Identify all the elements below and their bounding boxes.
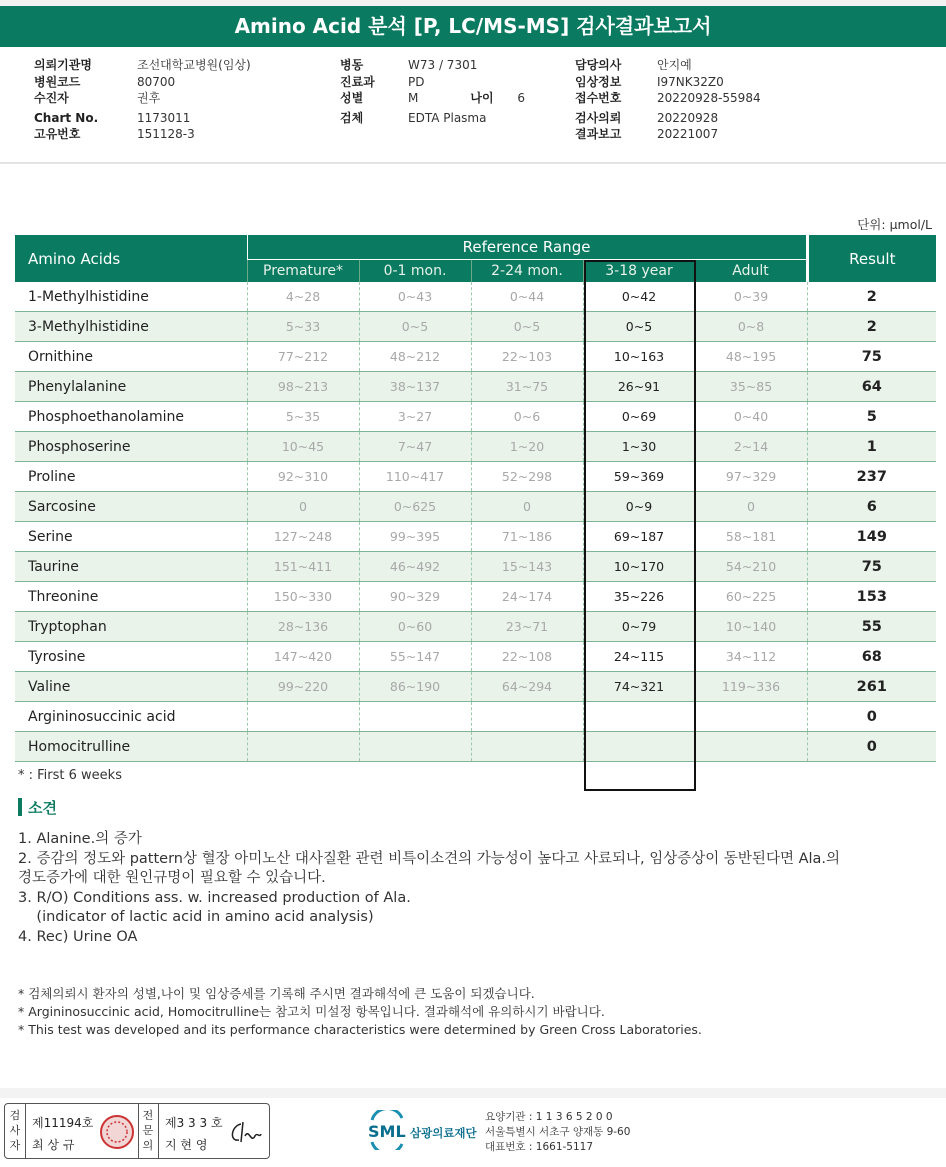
result-cell: 6 bbox=[807, 492, 936, 522]
table-row bbox=[15, 732, 936, 762]
info-label: 병원코드 bbox=[34, 74, 81, 89]
reference-range-cell: 35~226 bbox=[583, 582, 695, 612]
reference-range-cell: 60~225 bbox=[695, 582, 807, 612]
amino-acid-name: Proline bbox=[15, 462, 247, 492]
reference-range-cell: 0~5 bbox=[471, 312, 583, 342]
reference-range-cell: 98~213 bbox=[247, 372, 359, 402]
table-row bbox=[15, 432, 936, 462]
reference-range-cell: 5~35 bbox=[247, 402, 359, 432]
amino-acid-name: Ornithine bbox=[15, 342, 247, 372]
org-name: 삼광의료재단 bbox=[410, 1126, 477, 1140]
reference-range-cell: 0~625 bbox=[359, 492, 471, 522]
info-label: 접수번호 bbox=[575, 91, 622, 105]
reference-range-cell: 10~45 bbox=[247, 432, 359, 462]
footer-strip bbox=[0, 1088, 946, 1098]
section-marker bbox=[18, 798, 22, 816]
info-row bbox=[340, 74, 525, 91]
age-label: 나이 bbox=[470, 91, 494, 105]
info-value: W73 / 7301 bbox=[408, 58, 478, 72]
reference-range-cell: 54~210 bbox=[695, 552, 807, 582]
notes bbox=[18, 985, 702, 1039]
reference-range-cell: 48~212 bbox=[359, 342, 471, 372]
reference-range-cell: 0~9 bbox=[583, 492, 695, 522]
info-value: I97NK32Z0 bbox=[657, 74, 724, 89]
reference-range-cell: 119~336 bbox=[695, 672, 807, 702]
result-cell: 237 bbox=[807, 462, 936, 492]
reference-range-cell: 59~369 bbox=[583, 462, 695, 492]
info-label: 임상정보 bbox=[575, 74, 622, 89]
doctor-name: 지 현 영 bbox=[165, 1138, 208, 1152]
info-row bbox=[34, 57, 251, 74]
amino-acid-name: Valine bbox=[15, 672, 247, 702]
info-label: 담당의사 bbox=[575, 58, 622, 72]
info-value: 조선대학교병원(임상) bbox=[137, 58, 251, 72]
reference-range-cell: 110~417 bbox=[359, 462, 471, 492]
reference-range-cell: 10~163 bbox=[583, 342, 695, 372]
reference-range-cell: 55~147 bbox=[359, 642, 471, 672]
comment-line: 1. Alanine.의 증가 bbox=[18, 831, 142, 847]
reference-range-cell: 5~33 bbox=[247, 312, 359, 342]
reference-range-cell bbox=[583, 732, 695, 762]
reference-range-cell: 2~14 bbox=[695, 432, 807, 462]
reference-range-cell bbox=[471, 702, 583, 732]
info-row bbox=[340, 57, 525, 74]
report-title: Amino Acid 분석 [P, LC/MS-MS] 검사결과보고서 bbox=[0, 6, 946, 47]
reference-range-cell: 22~103 bbox=[471, 342, 583, 372]
age-value: 6 bbox=[517, 91, 525, 105]
result-cell: 64 bbox=[807, 372, 936, 402]
reference-range-cell: 52~298 bbox=[471, 462, 583, 492]
reference-range-cell: 35~85 bbox=[695, 372, 807, 402]
comment-line: 3. R/O) Conditions ass. w. increased production of Ala. bbox=[18, 889, 411, 906]
result-cell: 0 bbox=[807, 732, 936, 762]
info-value: M bbox=[408, 91, 419, 105]
header-divider bbox=[0, 162, 946, 164]
table-row bbox=[15, 372, 936, 402]
result-cell: 149 bbox=[807, 522, 936, 552]
info-label: 검체 bbox=[340, 110, 364, 125]
result-cell: 153 bbox=[807, 582, 936, 612]
reference-range-cell: 58~181 bbox=[695, 522, 807, 552]
reference-range-cell: 0~5 bbox=[359, 312, 471, 342]
info-row bbox=[575, 126, 761, 143]
comment-line: (indicator of lactic acid in amino acid analysis) bbox=[18, 909, 374, 925]
info-label: 수진자 bbox=[34, 91, 69, 105]
reference-range-cell: 127~248 bbox=[247, 522, 359, 552]
amino-acid-name: 3-Methylhistidine bbox=[15, 312, 247, 342]
result-cell: 68 bbox=[807, 642, 936, 672]
amino-acid-name: Serine bbox=[15, 522, 247, 552]
info-label: 병동 bbox=[340, 58, 364, 72]
table-row bbox=[15, 342, 936, 372]
org-line-2: 서울특별시 서초구 양재동 9-60 bbox=[485, 1126, 631, 1138]
reference-range-cell: 74~321 bbox=[583, 672, 695, 702]
info-row bbox=[575, 57, 761, 74]
sml-logo bbox=[368, 1110, 478, 1154]
info-row bbox=[34, 126, 251, 143]
reference-range-cell: 28~136 bbox=[247, 612, 359, 642]
header-amino-acids: Amino Acids bbox=[15, 235, 247, 282]
amino-acid-name: Tryptophan bbox=[15, 612, 247, 642]
amino-acid-name: Phenylalanine bbox=[15, 372, 247, 402]
result-cell: 1 bbox=[807, 432, 936, 462]
logo-text: SML bbox=[368, 1122, 406, 1141]
org-line-1: 요양기관 : 1 1 3 6 5 2 0 0 bbox=[485, 1111, 613, 1123]
reference-range-cell: 0~8 bbox=[695, 312, 807, 342]
reference-range-cell: 151~411 bbox=[247, 552, 359, 582]
reference-range-cell bbox=[695, 732, 807, 762]
reference-range-cell: 0~43 bbox=[359, 282, 471, 312]
amino-acid-name: Phosphoethanolamine bbox=[15, 402, 247, 432]
premature-footnote: * : First 6 weeks bbox=[18, 768, 122, 783]
info-label: 검사의뢰 bbox=[575, 110, 622, 125]
info-value: 안지예 bbox=[657, 58, 692, 72]
reference-range-cell: 0~69 bbox=[583, 402, 695, 432]
reference-range-cell: 86~190 bbox=[359, 672, 471, 702]
info-value: EDTA Plasma bbox=[408, 110, 487, 125]
table-row bbox=[15, 282, 936, 312]
reference-range-cell: 99~395 bbox=[359, 522, 471, 552]
reference-range-cell: 0 bbox=[247, 492, 359, 522]
tester-no: 제11194호 bbox=[32, 1116, 94, 1130]
info-label: 결과보고 bbox=[575, 127, 622, 141]
reference-range-cell bbox=[359, 702, 471, 732]
info-label: Chart No. bbox=[34, 110, 99, 125]
info-value: 20221007 bbox=[657, 127, 719, 141]
table-row bbox=[15, 402, 936, 432]
table-row bbox=[15, 492, 936, 522]
reference-range-cell: 46~492 bbox=[359, 552, 471, 582]
reference-range-cell: 24~174 bbox=[471, 582, 583, 612]
subheader-5: Adult bbox=[695, 259, 807, 282]
reference-range-cell: 0~39 bbox=[695, 282, 807, 312]
reference-range-cell: 0 bbox=[695, 492, 807, 522]
reference-range-cell: 10~170 bbox=[583, 552, 695, 582]
reference-range-cell: 0~60 bbox=[359, 612, 471, 642]
info-label: 진료과 bbox=[340, 74, 375, 89]
reference-range-cell: 71~186 bbox=[471, 522, 583, 552]
result-cell: 2 bbox=[807, 282, 936, 312]
result-cell: 75 bbox=[807, 342, 936, 372]
signature-box bbox=[4, 1103, 270, 1159]
amino-acid-name: Phosphoserine bbox=[15, 432, 247, 462]
reference-range-cell: 90~329 bbox=[359, 582, 471, 612]
doctor-no: 제3 3 3 호 bbox=[165, 1116, 223, 1130]
reference-range-cell: 69~187 bbox=[583, 522, 695, 552]
subheader-2: 0-1 mon. bbox=[359, 259, 471, 282]
subheader-1: Premature* bbox=[247, 259, 359, 282]
reference-range-cell: 64~294 bbox=[471, 672, 583, 702]
reference-range-cell bbox=[471, 732, 583, 762]
reference-range-cell bbox=[359, 732, 471, 762]
result-cell: 5 bbox=[807, 402, 936, 432]
reference-range-cell: 0~40 bbox=[695, 402, 807, 432]
amino-acid-name: Homocitrulline bbox=[15, 732, 247, 762]
reference-range-cell bbox=[247, 702, 359, 732]
amino-acid-name: Argininosuccinic acid bbox=[15, 702, 247, 732]
comment-line: 경도증가에 대한 원인규명이 필요할 수 있습니다. bbox=[18, 870, 326, 886]
amino-acid-table bbox=[15, 235, 936, 762]
table-row bbox=[15, 672, 936, 702]
reference-range-cell bbox=[583, 702, 695, 732]
reference-range-cell: 0~42 bbox=[583, 282, 695, 312]
table-row bbox=[15, 312, 936, 342]
info-col-3 bbox=[575, 57, 761, 143]
reference-range-cell: 31~75 bbox=[471, 372, 583, 402]
result-cell: 55 bbox=[807, 612, 936, 642]
table-row bbox=[15, 522, 936, 552]
reference-range-cell: 34~112 bbox=[695, 642, 807, 672]
info-value: 151128-3 bbox=[137, 127, 195, 141]
info-value: PD bbox=[408, 74, 425, 89]
result-cell: 2 bbox=[807, 312, 936, 342]
info-row bbox=[575, 110, 761, 127]
reference-range-cell: 24~115 bbox=[583, 642, 695, 672]
amino-acid-name: 1-Methylhistidine bbox=[15, 282, 247, 312]
subheader-4: 3-18 year bbox=[583, 259, 695, 282]
tester-seal-icon bbox=[99, 1114, 135, 1150]
info-col-2 bbox=[340, 57, 525, 126]
subheader-3: 2-24 mon. bbox=[471, 259, 583, 282]
info-value: 권후 bbox=[137, 91, 161, 105]
info-row bbox=[575, 90, 761, 107]
amino-acid-name: Taurine bbox=[15, 552, 247, 582]
reference-range-cell bbox=[247, 732, 359, 762]
reference-range-cell: 0 bbox=[471, 492, 583, 522]
info-row bbox=[340, 90, 525, 107]
reference-range-cell: 23~71 bbox=[471, 612, 583, 642]
reference-range-cell: 15~143 bbox=[471, 552, 583, 582]
doctor-signature-icon bbox=[227, 1118, 263, 1146]
info-value: 80700 bbox=[137, 74, 176, 89]
info-row bbox=[34, 74, 251, 91]
reference-range-cell: 0~5 bbox=[583, 312, 695, 342]
info-value: 20220928 bbox=[657, 110, 719, 125]
table-row bbox=[15, 462, 936, 492]
reference-range-cell: 7~47 bbox=[359, 432, 471, 462]
table-row bbox=[15, 582, 936, 612]
table-row bbox=[15, 702, 936, 732]
header-result: Result bbox=[807, 235, 936, 282]
info-label: 고유번호 bbox=[34, 127, 81, 141]
section-title-text: 소견 bbox=[28, 799, 57, 817]
table-row bbox=[15, 612, 936, 642]
comments bbox=[18, 830, 840, 947]
reference-range-cell: 38~137 bbox=[359, 372, 471, 402]
reference-range-cell: 92~310 bbox=[247, 462, 359, 492]
info-value: 1173011 bbox=[137, 110, 191, 125]
comment-line: 2. 증감의 정도와 pattern상 혈장 아미노산 대사질환 관련 비특이소견의 가능성이 높다고 사료되나, 임상증상이 동반된다면 Ala.의 bbox=[18, 850, 841, 867]
info-label: 성별 bbox=[340, 91, 364, 105]
reference-range-cell bbox=[695, 702, 807, 732]
info-label: 의뢰기관명 bbox=[34, 58, 92, 72]
info-row bbox=[340, 110, 525, 127]
comment-line: 4. Rec) Urine OA bbox=[18, 928, 138, 945]
amino-acid-name: Threonine bbox=[15, 582, 247, 612]
table-row bbox=[15, 642, 936, 672]
reference-range-cell: 0~6 bbox=[471, 402, 583, 432]
unit-label: 단위: μmol/L bbox=[857, 217, 932, 232]
reference-range-cell: 0~44 bbox=[471, 282, 583, 312]
info-col-1 bbox=[34, 57, 251, 143]
amino-acid-name: Sarcosine bbox=[15, 492, 247, 522]
result-cell: 261 bbox=[807, 672, 936, 702]
note-line: * Argininosuccinic acid, Homocitrulline는 참고치 미설정 항목입니다. 결과해석에 유의하시기 바랍니다. bbox=[18, 1004, 605, 1019]
reference-range-cell: 4~28 bbox=[247, 282, 359, 312]
reference-range-cell: 99~220 bbox=[247, 672, 359, 702]
info-row bbox=[34, 90, 251, 107]
reference-range-cell: 3~27 bbox=[359, 402, 471, 432]
reference-range-cell: 1~20 bbox=[471, 432, 583, 462]
doctor-label: 전문의 bbox=[142, 1109, 154, 1152]
reference-range-cell: 150~330 bbox=[247, 582, 359, 612]
reference-range-cell: 147~420 bbox=[247, 642, 359, 672]
reference-range-cell: 26~91 bbox=[583, 372, 695, 402]
reference-range-cell: 22~108 bbox=[471, 642, 583, 672]
info-value: 20220928-55984 bbox=[657, 91, 761, 105]
org-line-3: 대표번호 : 1661-5117 bbox=[485, 1141, 594, 1153]
reference-range-cell: 77~212 bbox=[247, 342, 359, 372]
reference-range-cell: 0~79 bbox=[583, 612, 695, 642]
result-cell: 0 bbox=[807, 702, 936, 732]
reference-range-cell: 1~30 bbox=[583, 432, 695, 462]
info-row bbox=[34, 110, 251, 127]
reference-range-cell: 97~329 bbox=[695, 462, 807, 492]
table-row bbox=[15, 552, 936, 582]
tester-label: 검사자 bbox=[9, 1109, 21, 1152]
section-title bbox=[18, 797, 57, 818]
tester-name: 최 상 규 bbox=[32, 1138, 75, 1152]
result-cell: 75 bbox=[807, 552, 936, 582]
note-line: * This test was developed and its performance characteristics were determined by Green Cross Laboratories. bbox=[18, 1022, 702, 1037]
reference-range-cell: 48~195 bbox=[695, 342, 807, 372]
note-line: * 검체의뢰시 환자의 성별,나이 및 임상증세를 기록해 주시면 결과해석에 큰 도움이 되겠습니다. bbox=[18, 986, 535, 1001]
header-reference-range: Reference Range bbox=[247, 235, 807, 259]
reference-range-cell: 10~140 bbox=[695, 612, 807, 642]
amino-acid-name: Tyrosine bbox=[15, 642, 247, 672]
info-row bbox=[575, 74, 761, 91]
org-address bbox=[485, 1110, 630, 1155]
